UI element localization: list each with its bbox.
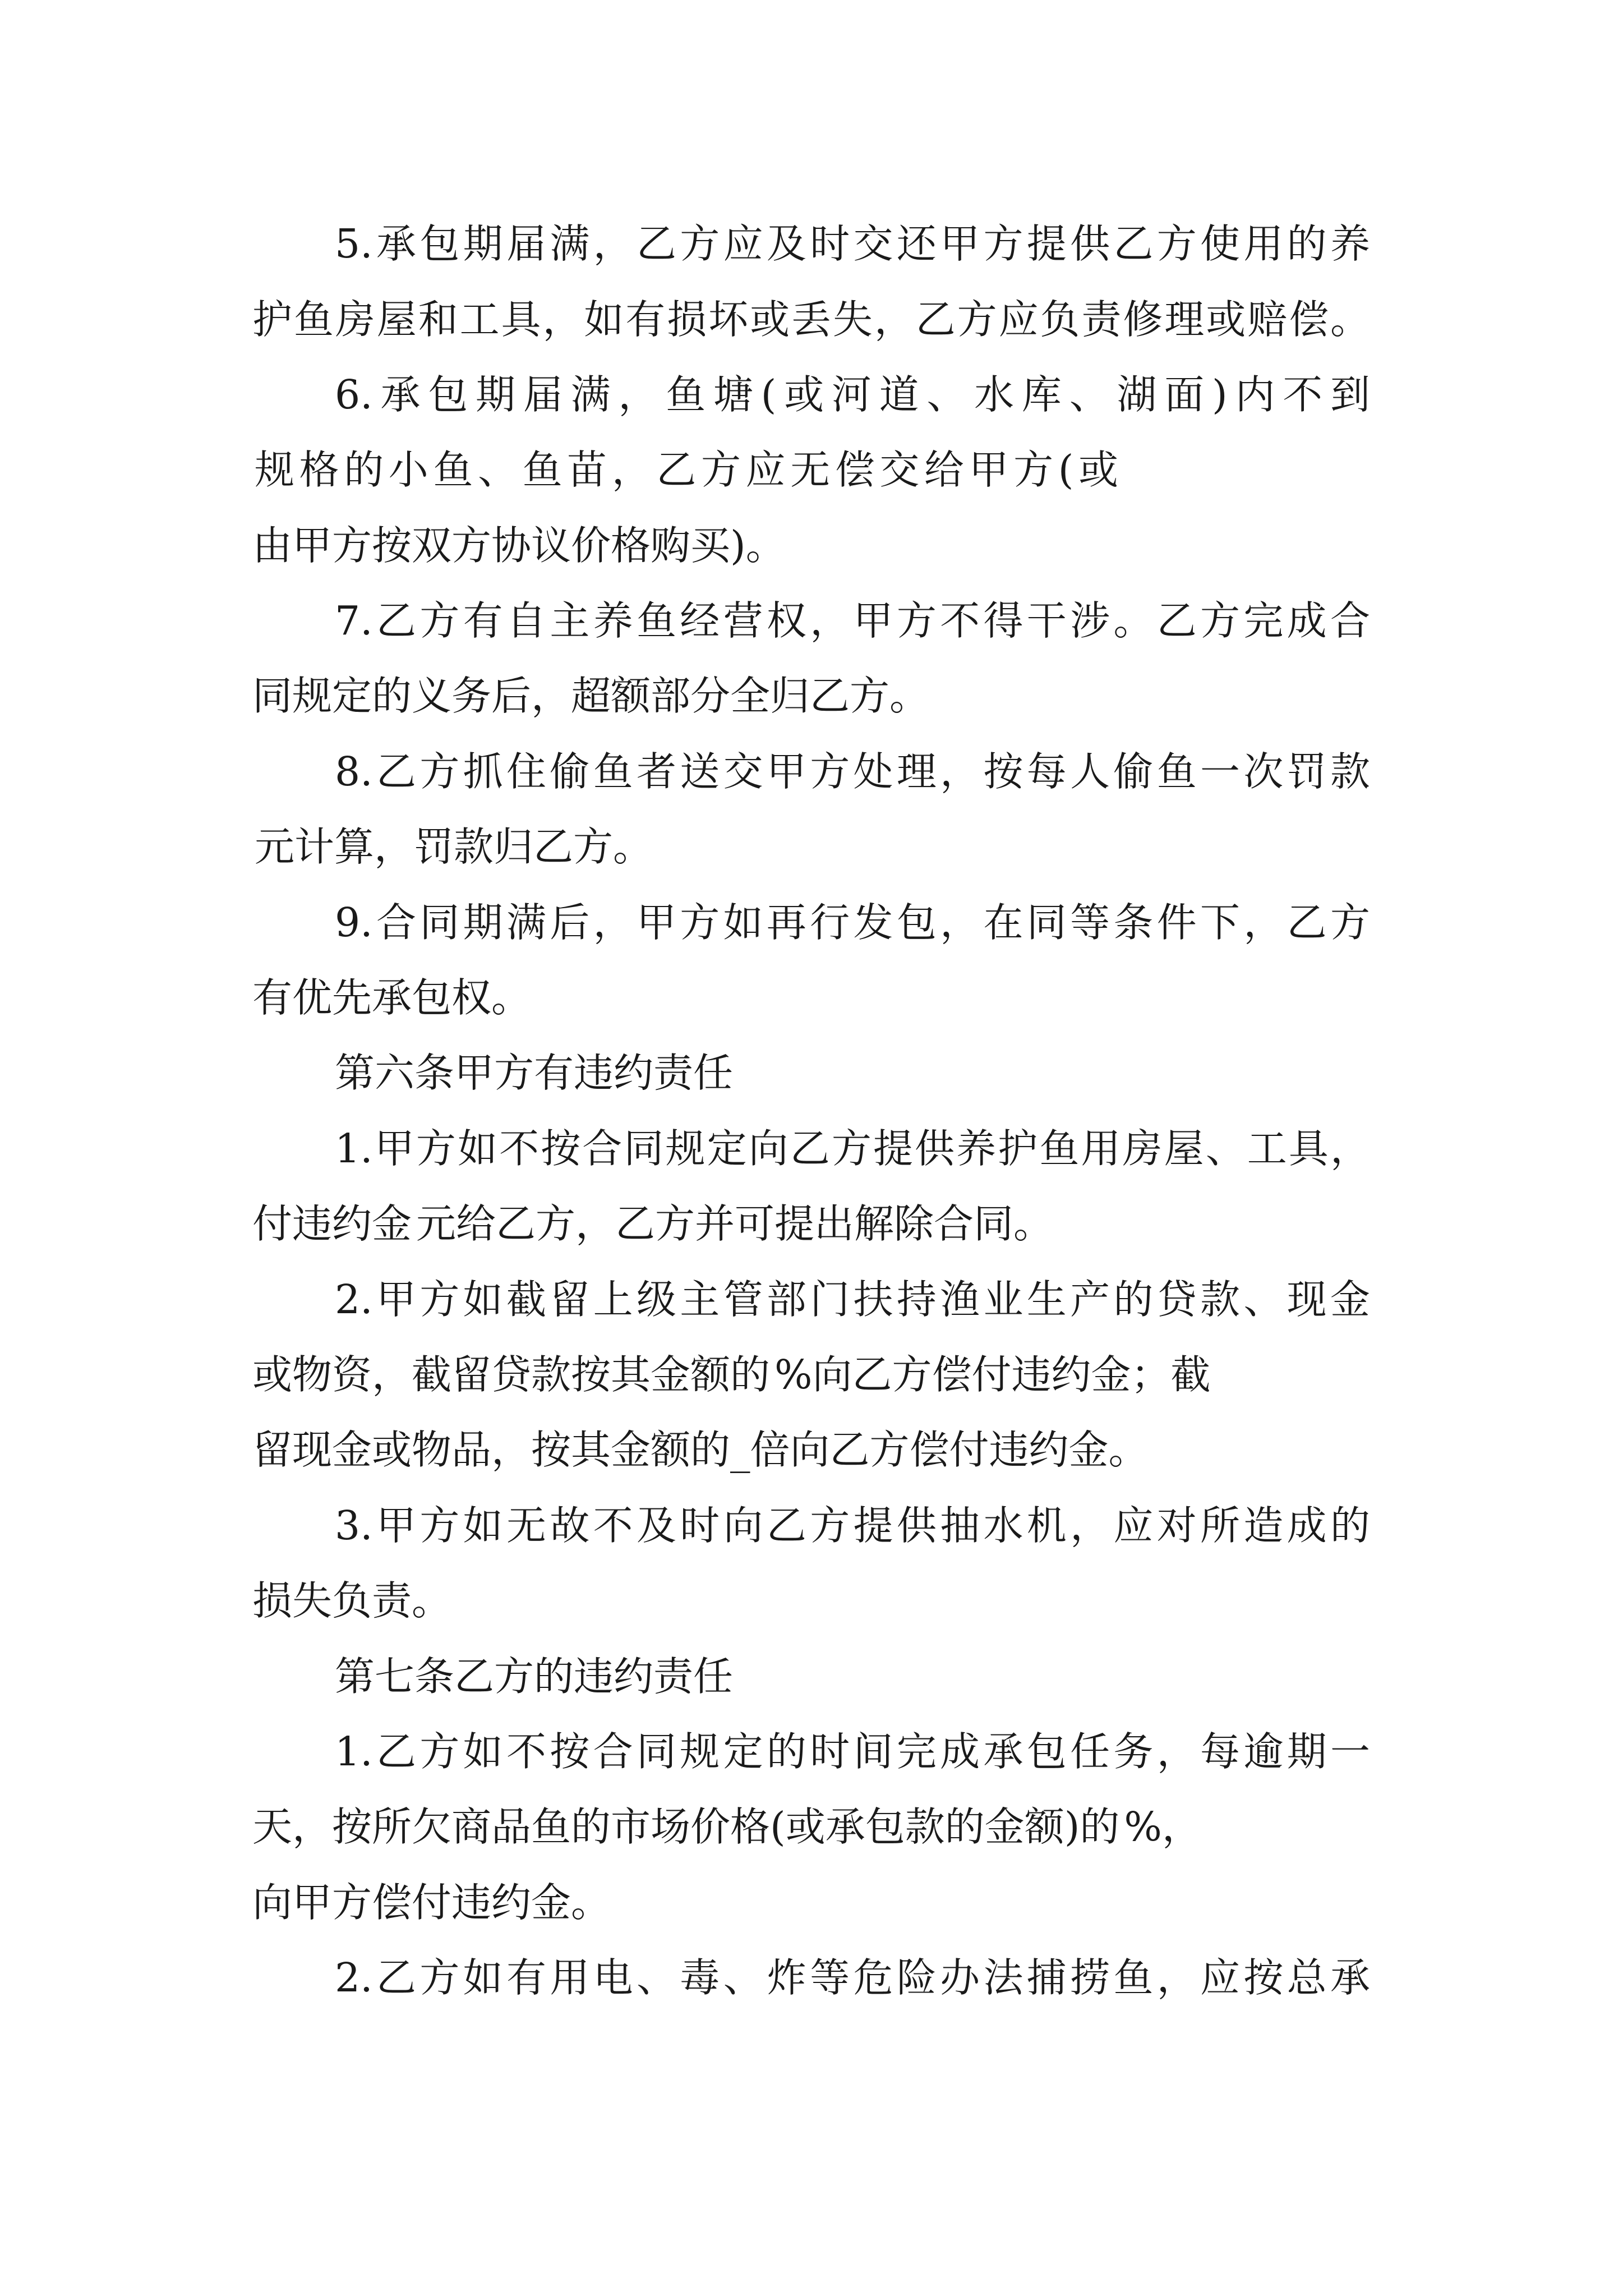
text-line: 7.乙方有自主养鱼经营权，甲方不得干涉。乙方完成合 [335, 597, 1370, 644]
text-line: 同规定的义务后，超额部分全归乙方。 [252, 673, 930, 719]
text-line: 5.承包期届满，乙方应及时交还甲方提供乙方使用的养 [335, 220, 1370, 267]
section-heading [335, 1037, 733, 1110]
paragraph-line [335, 1489, 1370, 1562]
paragraph-line [335, 1112, 1370, 1185]
text-line: 第七条乙方的违约责任 [335, 1653, 734, 1700]
paragraph-line [252, 1414, 1149, 1487]
text-line: 天，按所欠商品鱼的市场价格(或承包款的金额)的 [252, 1803, 1120, 1850]
paragraph-line [252, 811, 653, 884]
text-line: 留现金或物品，按其金额的_倍向乙方偿付违约金。 [252, 1427, 1149, 1473]
text-line: %向乙方偿付违约金；截 [774, 1351, 1211, 1398]
text-line: 1.乙方如不按合同规定的时间完成承包任务，每逾期一 [335, 1728, 1370, 1775]
paragraph-line [252, 283, 1370, 356]
text-line: 损失负责。 [252, 1577, 452, 1624]
text-line: 8.乙方抓住偷鱼者送交甲方处理，按每人偷鱼一次罚款 [335, 748, 1370, 795]
paragraph-line [252, 1338, 1210, 1411]
text-line: 2.乙方如有用电、毒、炸等危险办法捕捞鱼，应按总承 [335, 1954, 1370, 2001]
paragraph-line [252, 509, 786, 582]
text-line: 有优先承包权。 [252, 974, 532, 1021]
paragraph-line [252, 1791, 1202, 1864]
paragraph-line [335, 735, 1370, 808]
paragraph-line [252, 660, 929, 733]
paragraph-line [252, 1866, 611, 1939]
text-line: 护鱼房屋和工具，如有损坏或丢失，乙方应负责修理或赔偿。 [252, 296, 1370, 343]
text-line: %， [1124, 1803, 1202, 1850]
text-line: 规格的小鱼、鱼苗，乙方应无偿交给甲方(或 [255, 447, 1118, 493]
text-line: 元计算，罚款归乙方。 [255, 823, 653, 870]
paragraph-line [335, 358, 1370, 431]
text-line: 9.合同期满后，甲方如再行发包，在同等条件下，乙方 [335, 899, 1370, 946]
section-heading [335, 1640, 733, 1713]
paragraph-line [335, 886, 1370, 959]
paragraph-line [252, 961, 531, 1034]
text-line: 1.甲方如不按合同规定向乙方提供养护鱼用房屋、工具， [335, 1125, 1370, 1172]
text-line: 6.承包期届满，鱼塘(或河道、水库、湖面)内不到 [335, 371, 1370, 418]
text-line: 向甲方偿付违约金。 [252, 1879, 611, 1926]
paragraph-line [252, 1188, 1053, 1260]
text-line: 付违约金 [252, 1200, 412, 1247]
text-line: 第六条甲方有违约责任 [335, 1050, 734, 1096]
text-line: 2.甲方如截留上级主管部门扶持渔业生产的贷款、现金 [335, 1276, 1370, 1323]
paragraph-line [252, 1565, 451, 1637]
paragraph-line [252, 434, 1370, 507]
text-line: 3.甲方如无故不及时向乙方提供抽水机，应对所造成的 [335, 1502, 1370, 1549]
paragraph-line [335, 1715, 1370, 1788]
paragraph-line [335, 1941, 1370, 2014]
paragraph-line [335, 585, 1370, 657]
text-line: 由甲方按双方协议价格购买)。 [252, 522, 786, 569]
paragraph-line [335, 1263, 1370, 1336]
paragraph-line [335, 208, 1370, 280]
text-line: 或物资，截留贷款按其金额的 [252, 1351, 771, 1398]
text-line: 元给乙方，乙方并可提出解除合同。 [416, 1200, 1054, 1247]
